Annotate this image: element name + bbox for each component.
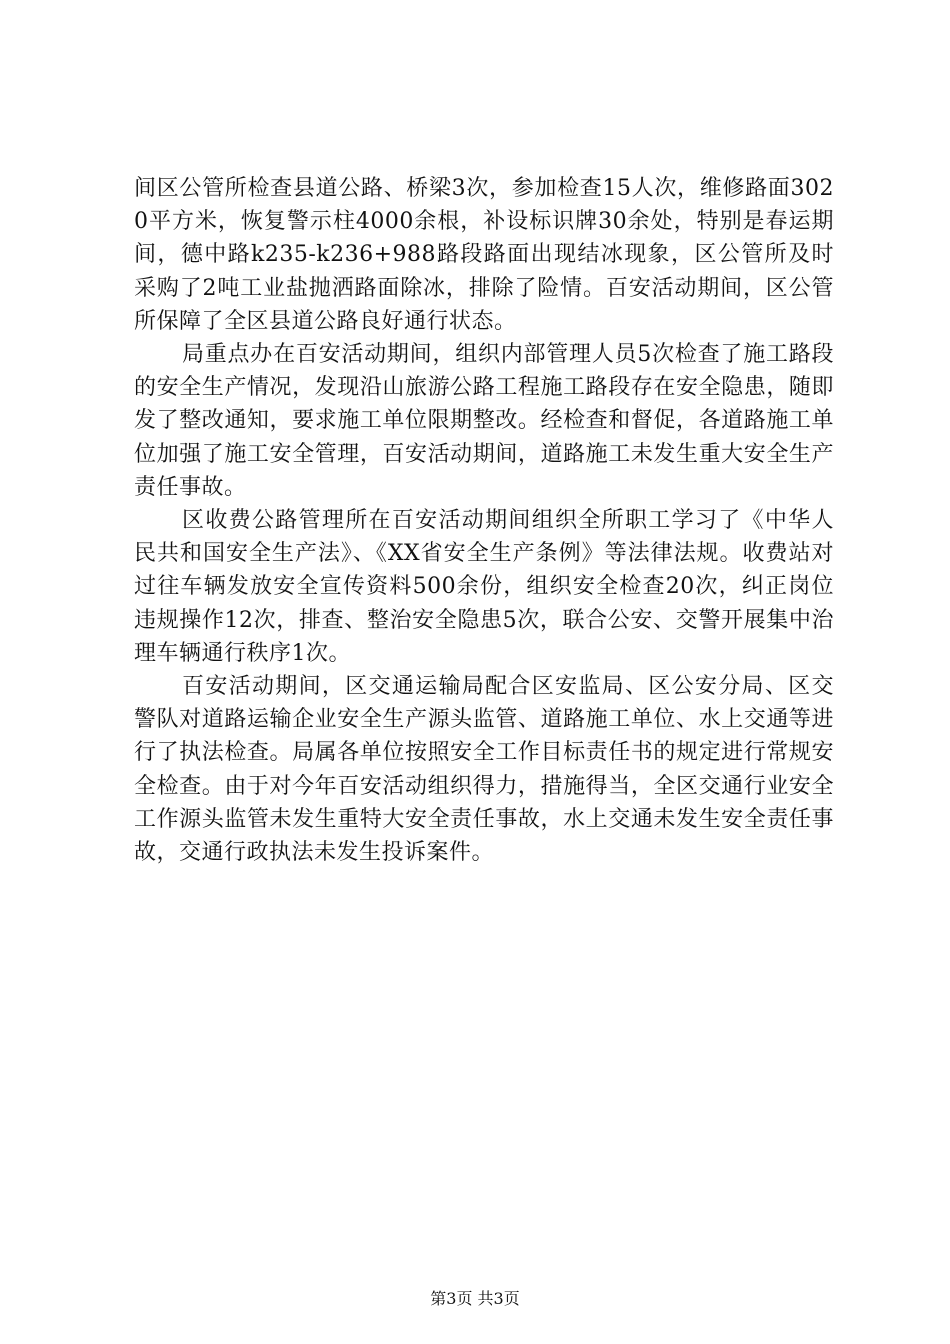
paragraph-continued: 间区公管所检查县道公路、桥梁3次，参加检查15人次，维修路面3020平方米，恢复警示柱4000余根，补设标识牌30余处，特别是春运期间，德中路k235-k236+988路段路面出现结冰现象，区公管所及时采购了2吨工业盐抛洒路面除冰，排除了险情。百安活动期间，区公管所保障了全区县道公路良好通行状态。 — [134, 176, 834, 334]
paragraph-key-office: 局重点办在百安活动期间，组织内部管理人员5次检查了施工路段的安全生产情况，发现沿山旅游公路工程施工路段存在安全隐患，随即发了整改通知，要求施工单位限期整改。经检查和督促，各道路施工单位加强了施工安全管理，百安活动期间，道路施工未发生重大安全生产责任事故。 — [134, 342, 834, 500]
document-body — [134, 172, 834, 869]
page-footer: 第3页 共3页 — [430, 1289, 520, 1308]
paragraph-toll-road-office: 区收费公路管理所在百安活动期间组织全所职工学习了《中华人民共和国安全生产法》、《XX省安全生产条例》等法律法规。收费站对过往车辆发放安全宣传资料500余份，组织安全检查20次，纠正岗位违规操作12次，排查、整治安全隐患5次，联合公安、交警开展集中治理车辆通行秩序1次。 — [134, 508, 834, 666]
paragraph-transport-bureau: 百安活动期间，区交通运输局配合区安监局、区公安分局、区交警队对道路运输企业安全生产源头监管、道路施工单位、水上交通等进行了执法检查。局属各单位按照安全工作目标责任书的规定进行常规安全检查。由于对今年百安活动组织得力，措施得当，全区交通行业安全工作源头监管未发生重特大安全责任事故，水上交通未发生安全责任事故，交通行政执法未发生投诉案件。 — [134, 674, 834, 866]
